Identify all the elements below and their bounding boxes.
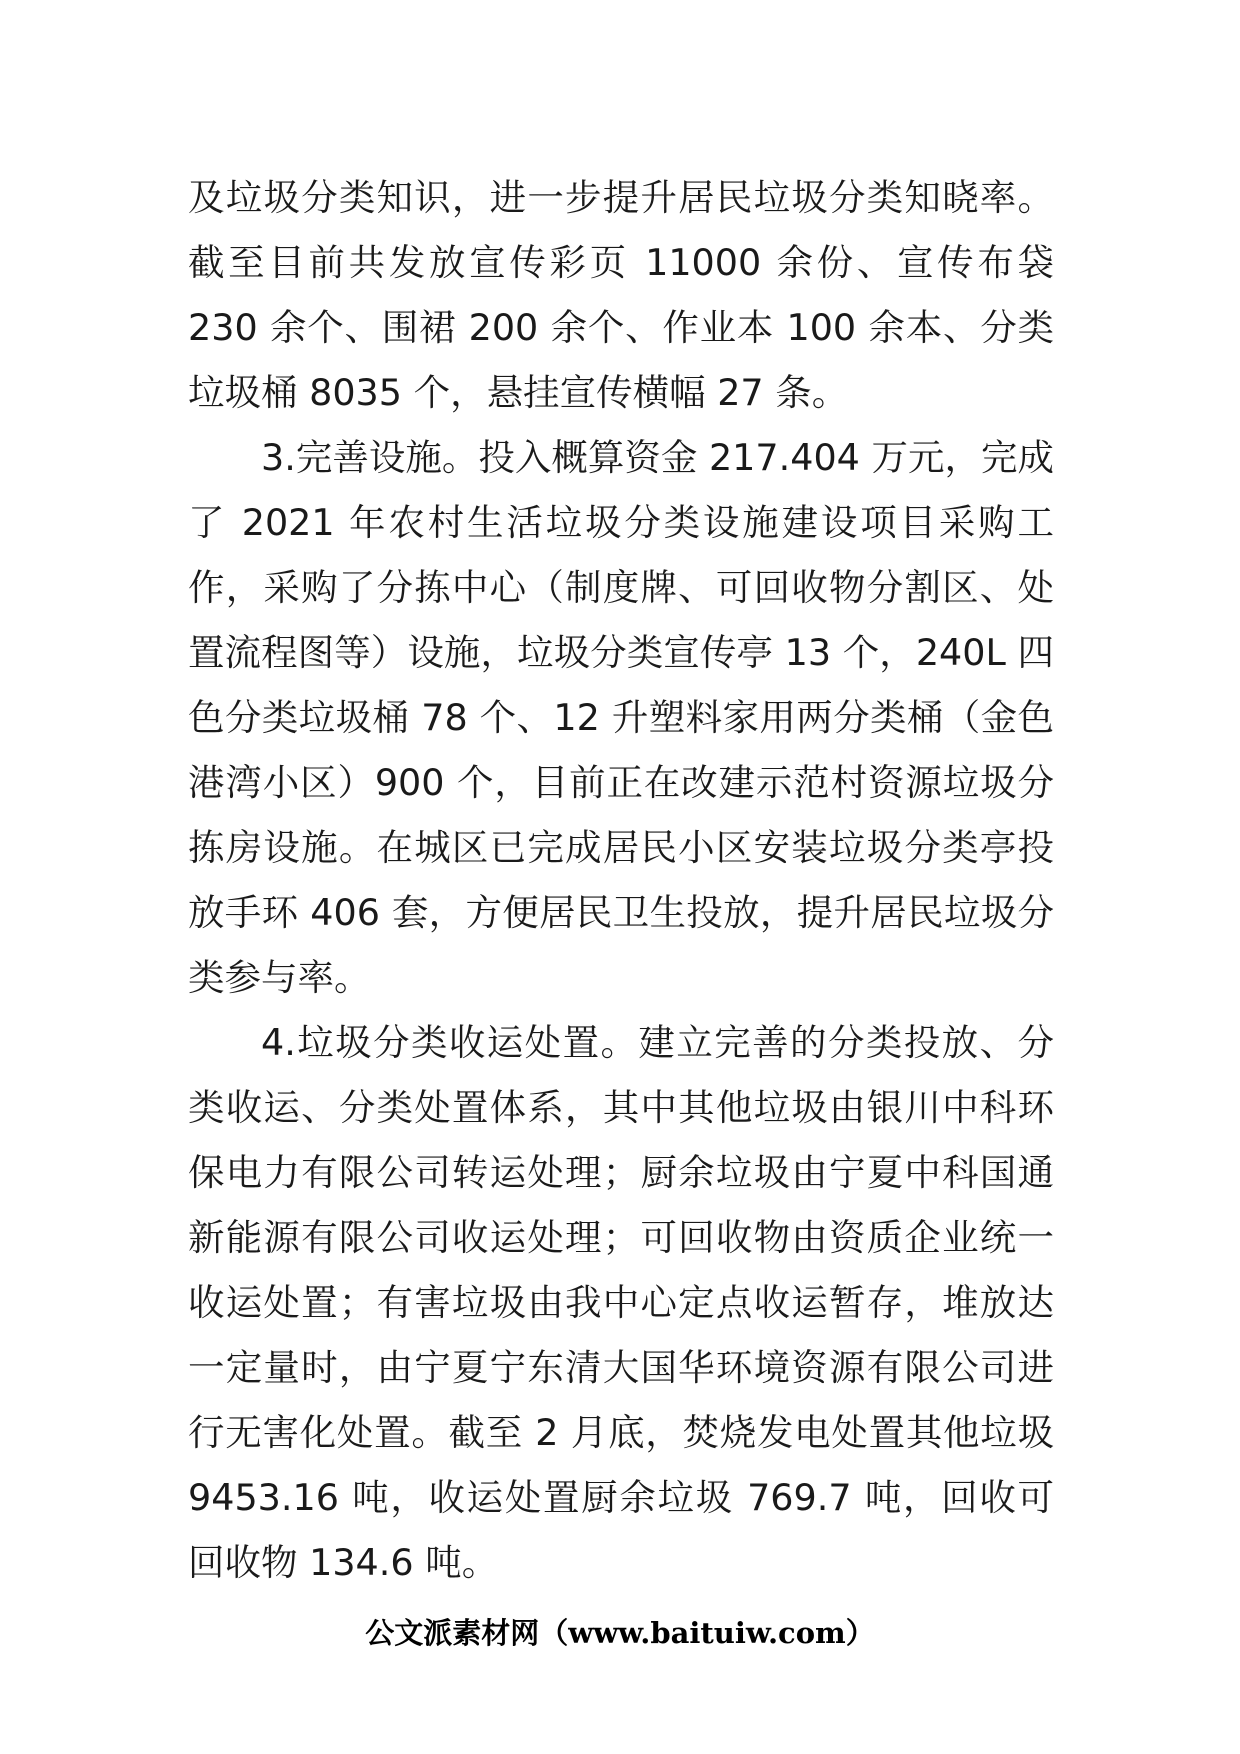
- footer-watermark: 公文派素材网（www.baituiw.com）: [365, 1616, 875, 1650]
- paragraph-continuation: 及垃圾分类知识，进一步提升居民垃圾分类知晓率。截至目前共发放宣传彩页 11000 余份、宣传布袋 230 余个、围裙 200 余个、作业本 100 余本、分类垃圾桶 8035 个，悬挂宣传横幅 27 条。: [188, 176, 1054, 414]
- paragraph-facilities: 3.完善设施。投入概算资金 217.404 万元，完成了 2021 年农村生活垃圾分类设施建设项目采购工作，采购了分拣中心（制度牌、可回收物分割区、处置流程图等）设施，垃圾分类宣传亭 13 个，240L 四色分类垃圾桶 78 个、12 升塑料家用两分类桶（金色港湾小区）900 个，目前正在改建示范村资源垃圾分拣房设施。在城区已完成居民小区安装垃圾分类亭投放手环 406 套，方便居民卫生投放，提升居民垃圾分类参与率。: [188, 436, 1054, 999]
- document-body: [188, 165, 1054, 1595]
- paragraph-collection-disposal: 4.垃圾分类收运处置。建立完善的分类投放、分类收运、分类处置体系，其中其他垃圾由银川中科环保电力有限公司转运处理；厨余垃圾由宁夏中科国通新能源有限公司收运处理；可回收物由资质企业统一收运处置；有害垃圾由我中心定点收运暂存，堆放达一定量时，由宁夏宁东清大国华环境资源有限公司进行无害化处置。截至 2 月底，焚烧发电处置其他垃圾 9453.16 吨，收运处置厨余垃圾 769.7 吨，回收可回收物 134.6 吨。: [188, 1021, 1054, 1584]
